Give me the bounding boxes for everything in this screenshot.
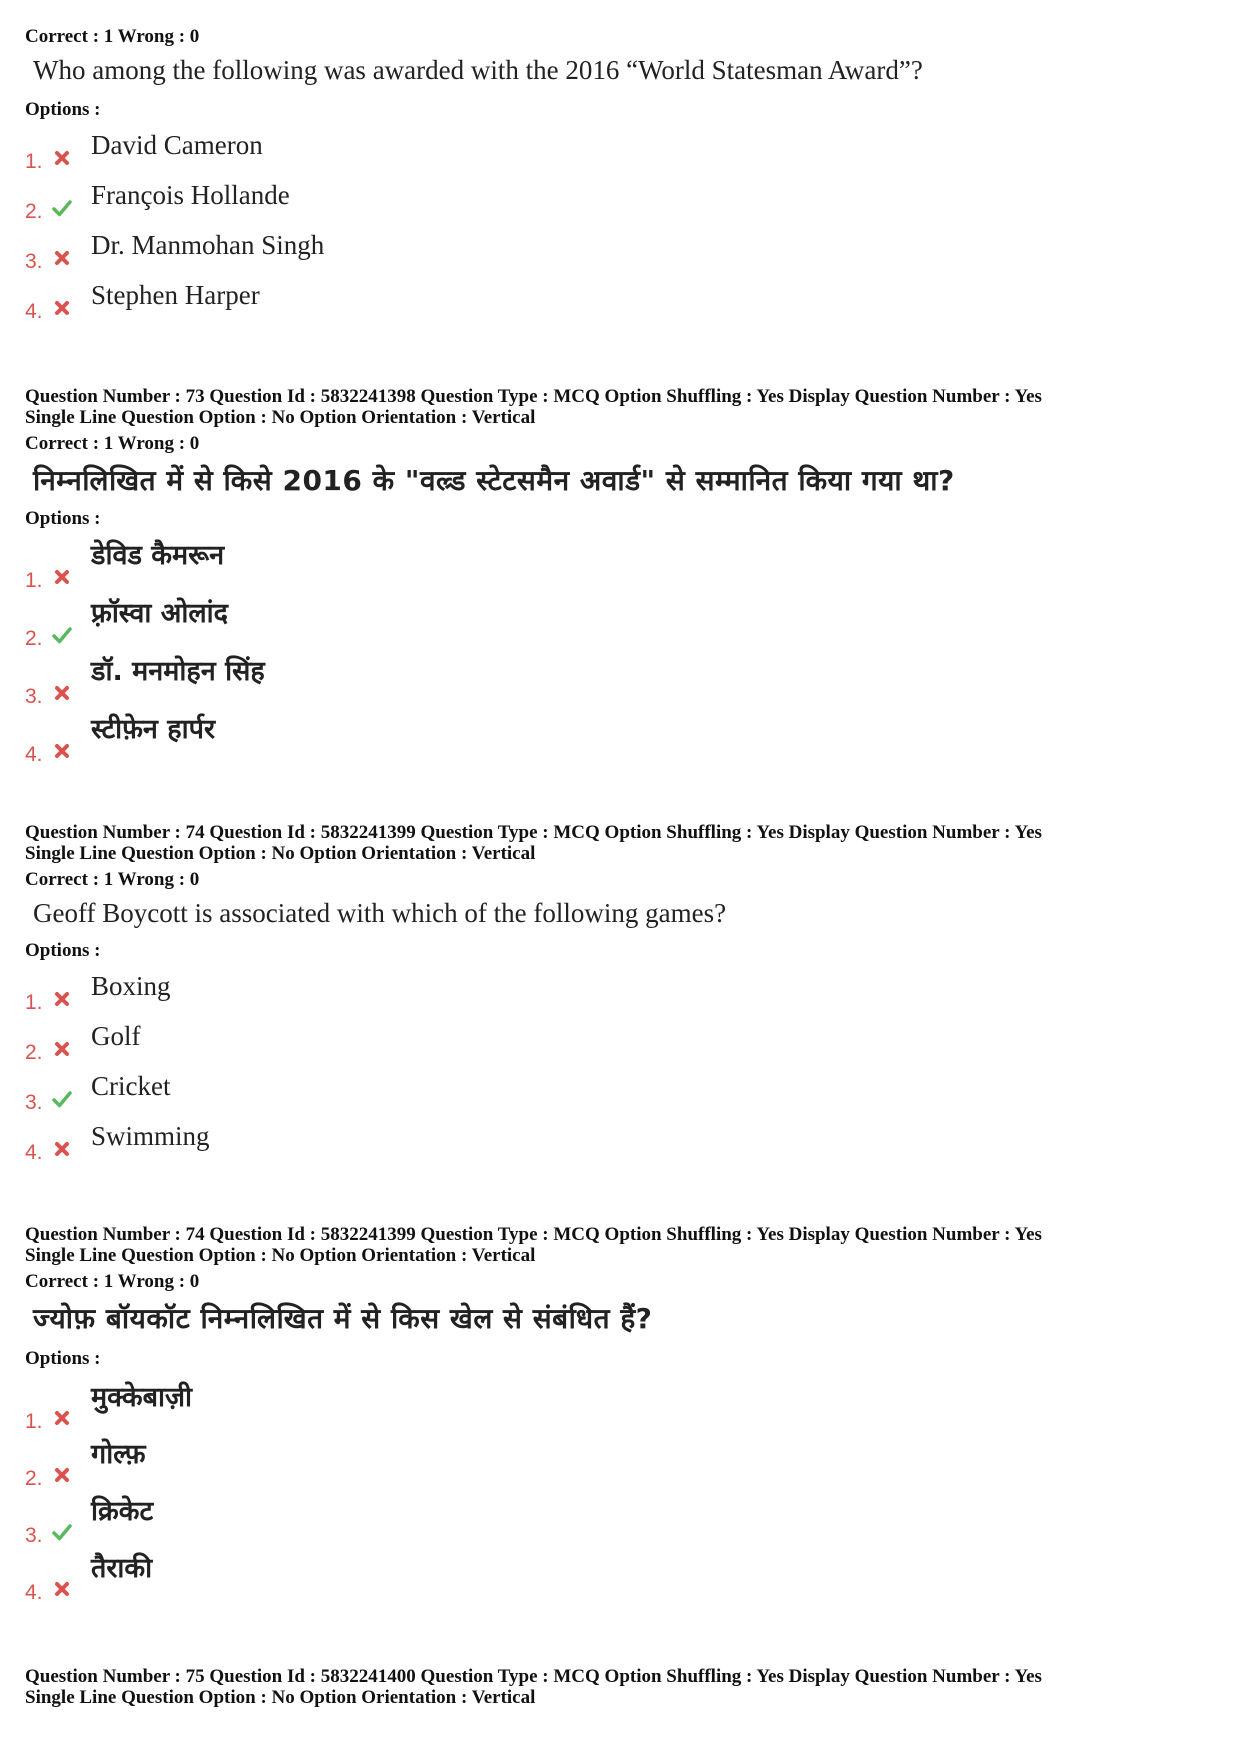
check-icon: [52, 625, 72, 645]
cross-icon: [52, 1039, 72, 1059]
check-icon: [52, 198, 72, 218]
cross-icon: [52, 683, 72, 703]
question-meta-line-1: Question Number : 74 Question Id : 5832241399 Question Type : MCQ Option Shuffling : Yes Display Question Number : Yes: [25, 1224, 1042, 1245]
option-1: [25, 1381, 1215, 1438]
option-number: 4.: [25, 300, 43, 323]
option-3: [25, 228, 1215, 278]
option-2: [25, 178, 1215, 228]
cross-icon: [52, 567, 72, 587]
cross-icon: [52, 298, 72, 318]
option-4: [25, 278, 1215, 328]
cross-icon: [52, 989, 72, 1009]
option-number: 1.: [25, 1410, 43, 1433]
option-text: गोल्फ़: [91, 1439, 146, 1470]
option-4: [25, 1552, 1215, 1609]
option-number: 4.: [25, 743, 43, 766]
option-number: 2.: [25, 1041, 43, 1064]
option-number: 2.: [25, 627, 43, 650]
cross-icon: [52, 1408, 72, 1428]
question-meta-line-1: Question Number : 74 Question Id : 5832241399 Question Type : MCQ Option Shuffling : Yes Display Question Number : Yes: [25, 822, 1042, 843]
option-text: Dr. Manmohan Singh: [91, 230, 325, 260]
option-text: स्टीफ़ेन हार्पर: [91, 714, 216, 745]
option-number: 1.: [25, 991, 43, 1014]
option-number: 1.: [25, 150, 43, 173]
options-label: Options :: [25, 508, 101, 529]
question-block-74-english: [25, 822, 1215, 1169]
check-icon: [52, 1522, 72, 1542]
question-meta-line-2: Single Line Question Option : No Option Orientation : Vertical: [25, 407, 536, 428]
option-text: Golf: [91, 1021, 141, 1051]
question-text: ज्योफ़ बॉयकॉट निम्नलिखित में से किस खेल से संबंधित हैं?: [33, 1302, 653, 1335]
option-number: 3.: [25, 250, 43, 273]
option-1: [25, 128, 1215, 178]
question-block-72-english: [25, 26, 1215, 328]
question-block-74-hindi: [25, 1224, 1215, 1609]
correct-wrong-score: Correct : 1 Wrong : 0: [25, 869, 200, 890]
question-block-75-header: [25, 1666, 1215, 1708]
option-text: David Cameron: [91, 130, 263, 160]
options-list: [25, 539, 1215, 771]
cross-icon: [52, 1139, 72, 1159]
option-text: Swimming: [91, 1121, 210, 1151]
options-label: Options :: [25, 99, 101, 120]
option-text: Boxing: [91, 971, 171, 1001]
question-text: निम्नलिखित में से किसे 2016 के "वल्र्ड स्टेटसमैन अवार्ड" से सम्मानित किया गया था?: [33, 464, 955, 497]
correct-wrong-score: Correct : 1 Wrong : 0: [25, 433, 200, 454]
option-2: [25, 1438, 1215, 1495]
option-3: [25, 1069, 1215, 1119]
option-4: [25, 1119, 1215, 1169]
cross-icon: [52, 741, 72, 761]
question-meta-line-1: Question Number : 73 Question Id : 5832241398 Question Type : MCQ Option Shuffling : Yes Display Question Number : Yes: [25, 386, 1042, 407]
option-text: डेविड कैमरून: [91, 540, 225, 571]
options-label: Options :: [25, 940, 101, 961]
option-number: 4.: [25, 1581, 43, 1604]
option-1: [25, 969, 1215, 1019]
question-meta-line-2: Single Line Question Option : No Option Orientation : Vertical: [25, 1245, 536, 1266]
option-text: Stephen Harper: [91, 280, 260, 310]
option-text: तैराकी: [91, 1553, 153, 1584]
options-list: [25, 1381, 1215, 1609]
option-text: Cricket: [91, 1071, 171, 1101]
question-meta-line-1: Question Number : 75 Question Id : 5832241400 Question Type : MCQ Option Shuffling : Yes Display Question Number : Yes: [25, 1666, 1042, 1687]
option-2: [25, 597, 1215, 655]
option-number: 1.: [25, 569, 43, 592]
option-number: 3.: [25, 1091, 43, 1114]
option-1: [25, 539, 1215, 597]
question-text: Geoff Boycott is associated with which of the following games?: [33, 898, 727, 928]
question-meta-line-2: Single Line Question Option : No Option Orientation : Vertical: [25, 1687, 536, 1708]
option-number: 4.: [25, 1141, 43, 1164]
question-text: Who among the following was awarded with the 2016 “World Statesman Award”?: [33, 55, 923, 85]
option-number: 3.: [25, 685, 43, 708]
cross-icon: [52, 248, 72, 268]
option-text: मुक्केबाज़ी: [91, 1382, 193, 1413]
options-list: [25, 969, 1215, 1169]
correct-wrong-score: Correct : 1 Wrong : 0: [25, 26, 200, 47]
question-meta-line-2: Single Line Question Option : No Option Orientation : Vertical: [25, 843, 536, 864]
option-number: 3.: [25, 1524, 43, 1547]
cross-icon: [52, 148, 72, 168]
options-label: Options :: [25, 1348, 101, 1369]
option-text: फ़्रॉस्वा ओलांद: [91, 598, 228, 629]
options-list: [25, 128, 1215, 328]
option-number: 2.: [25, 200, 43, 223]
option-2: [25, 1019, 1215, 1069]
cross-icon: [52, 1465, 72, 1485]
cross-icon: [52, 1579, 72, 1599]
correct-wrong-score: Correct : 1 Wrong : 0: [25, 1271, 200, 1292]
option-text: François Hollande: [91, 180, 290, 210]
question-block-73-hindi: [25, 386, 1215, 771]
check-icon: [52, 1089, 72, 1109]
option-3: [25, 1495, 1215, 1552]
option-4: [25, 713, 1215, 771]
option-3: [25, 655, 1215, 713]
option-text: डॉ. मनमोहन सिंह: [91, 656, 265, 687]
option-text: क्रिकेट: [91, 1496, 154, 1527]
option-number: 2.: [25, 1467, 43, 1490]
